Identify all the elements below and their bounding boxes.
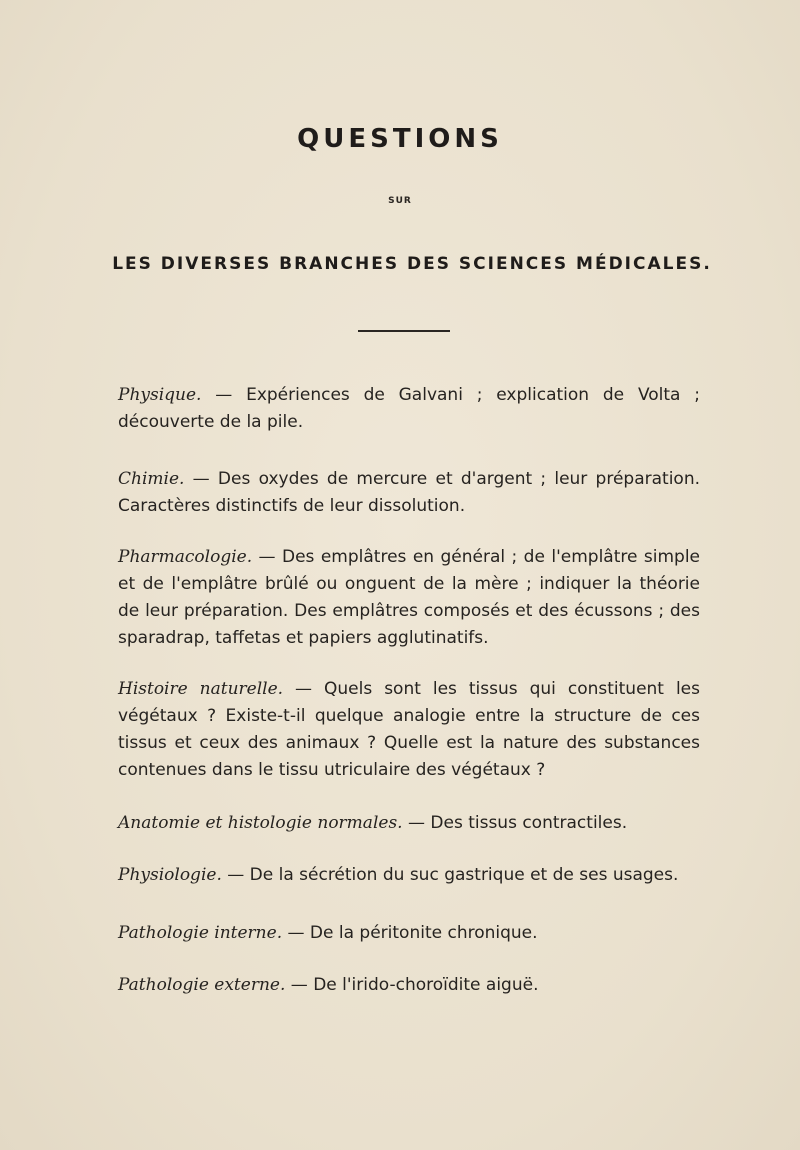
question-text: Expériences de Galvani ; explication de Volta ; découverte de la pile. [118,385,700,432]
document-subtitle: SUR [388,196,412,206]
document-heading: LES DIVERSES BRANCHES DES SCIENCES MÉDICALES. [112,254,712,274]
question-dash: — [252,547,282,567]
question-dash: — [221,865,250,885]
question-text: Quels sont les tissus qui constituent les végétaux ? Existe-t-il quelque analogie entre la structure de ces tissus et ceux des animaux ? Quelle est la nature des substances contenues dans le tissu utriculaire des végétaux ? [118,679,700,780]
question-paragraph [98,862,700,889]
question-subject: Pathologie interne. [118,923,283,943]
question-paragraph [98,920,700,947]
question-subject: Histoire naturelle. [118,679,284,699]
question-paragraph [98,676,700,784]
question-subject: Physique. [118,385,202,405]
question-text: De la sécrétion du suc gastrique et de ses usages. [249,865,679,885]
question-dash: — [283,679,325,699]
divider-rule [358,330,450,332]
question-dash: — [402,813,431,833]
question-dash: — [282,923,310,943]
question-subject: Pharmacologie. [118,547,253,567]
question-paragraph [98,972,700,999]
question-dash: — [184,469,218,489]
question-subject: Pathologie externe. [118,975,286,995]
question-subject: Physiologie. [118,865,222,885]
question-text: De la péritonite chronique. [309,923,538,943]
question-text: Des tissus contractiles. [430,813,628,833]
question-subject: Chimie. [118,469,185,489]
question-dash: — [201,385,247,405]
document-title: QUESTIONS [297,124,503,154]
question-text: Des oxydes de mercure et d'argent ; leur préparation. Caractères distinctifs de leur dissolution. [118,469,700,516]
question-text: De l'irido-choroïdite aiguë. [313,975,539,995]
question-paragraph [98,810,700,837]
question-text: Des emplâtres en général ; de l'emplâtre simple et de l'emplâtre brûlé ou onguent de la mère ; indiquer la théorie de leur préparation. Des emplâtres composés et des écussons ; des sparadrap, taffetas et papiers agglutinatifs. [118,547,701,648]
question-paragraph [98,382,700,436]
question-paragraph [98,544,700,652]
question-dash: — [285,975,314,995]
question-paragraph [98,466,700,520]
question-subject: Anatomie et histologie normales. [118,813,403,833]
